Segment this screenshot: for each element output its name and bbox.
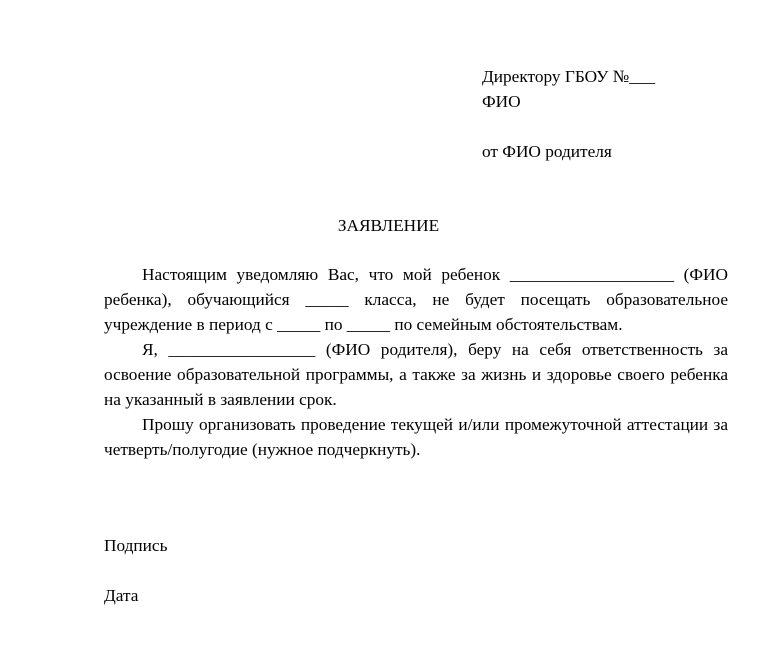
paragraph-notice: Настоящим уведомляю Вас, что мой ребенок ___________________ (ФИО ребенка), обучающийся _____ класса, не будет посещать образовательное учреждение в период с _____ по _____ по семейным обстоятельствам. (104, 265, 728, 334)
addressee-name: ФИО (482, 92, 521, 111)
date-label: Дата (104, 586, 139, 605)
sender-line: от ФИО родителя (482, 142, 612, 161)
signature-label: Подпись (104, 536, 168, 555)
addressee-block (482, 64, 655, 164)
paragraph-request: Прошу организовать проведение текущей и/или промежуточной аттестации за четверть/полугодие (нужное подчеркнуть). (104, 415, 728, 459)
addressee-director: Директору ГБОУ №___ (482, 67, 656, 86)
spacer (482, 114, 655, 139)
paragraph-responsibility: Я, _________________ (ФИО родителя), беру на себя ответственность за освоение образовательной программы, а также за жизнь и здоровье своего ребенка на указанный в заявлении срок. (104, 340, 728, 409)
document-body (104, 262, 728, 462)
document-title: ЗАЯВЛЕНИЕ (337, 216, 440, 235)
